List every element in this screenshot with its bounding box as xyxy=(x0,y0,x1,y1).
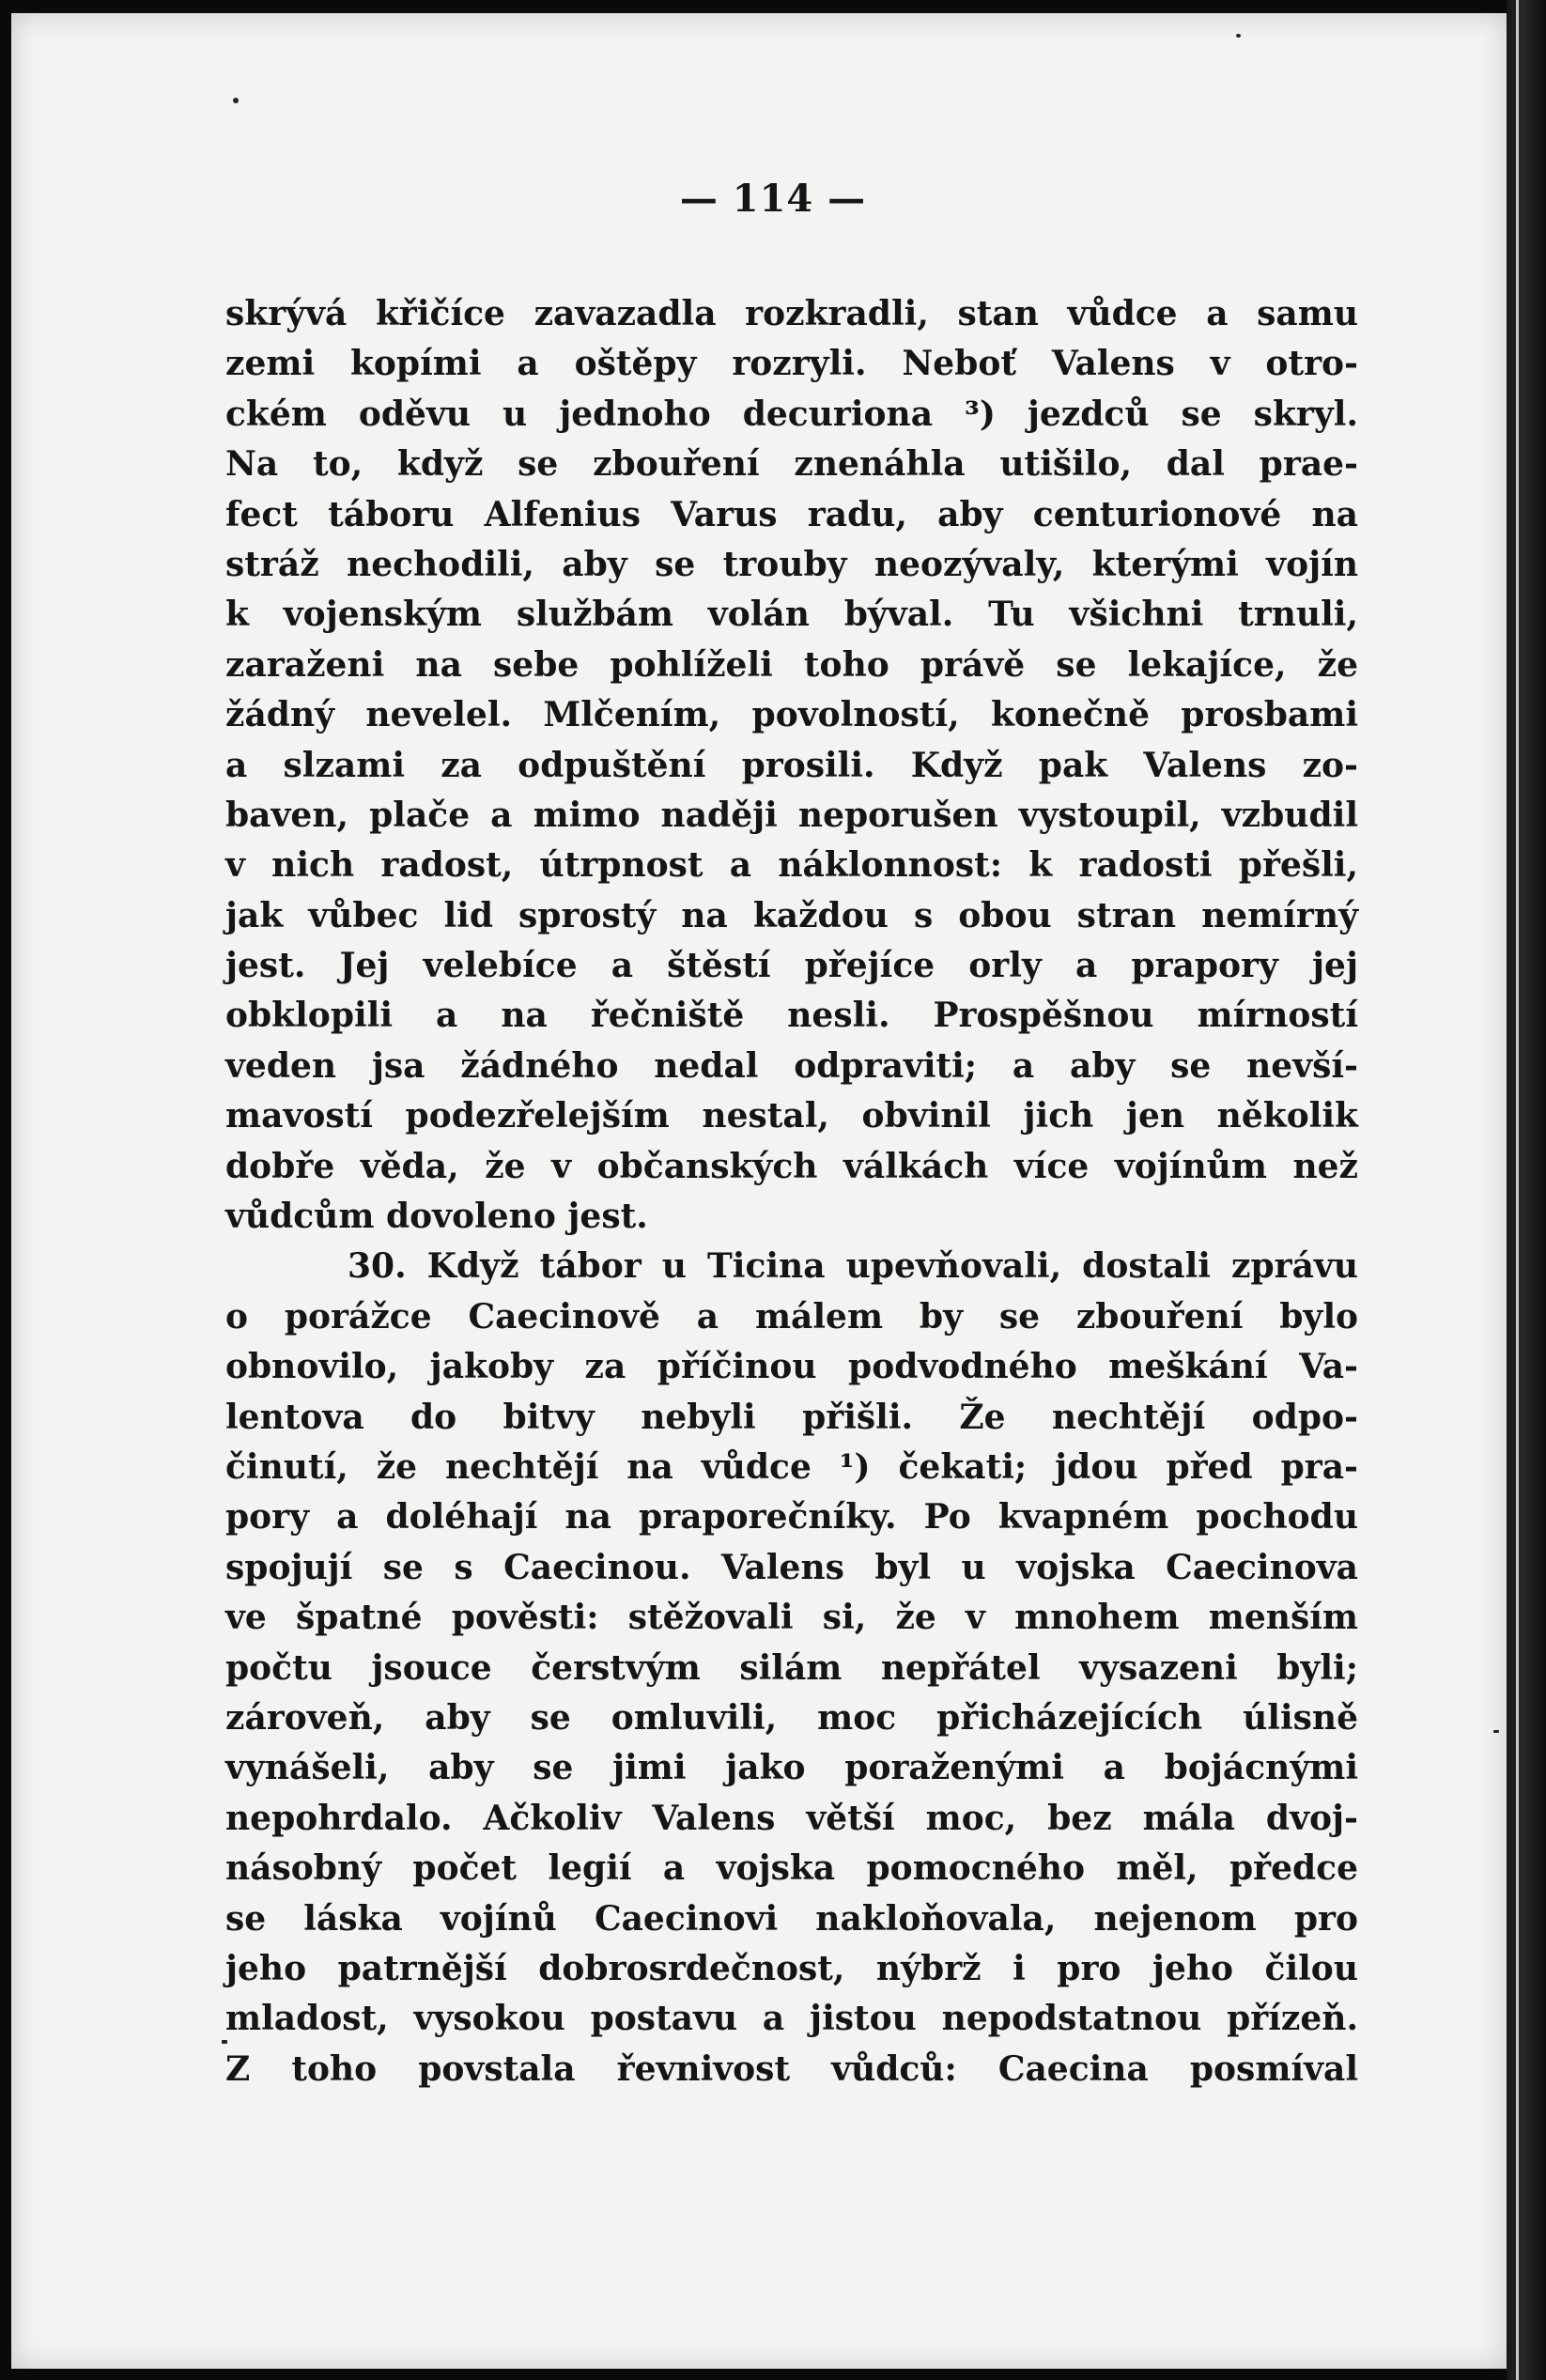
text-line: o porážce Caecinově a málem by se zbouření bylo xyxy=(225,1296,1358,1337)
text-line: počtu jsouce čerstvým silám nepřátel vysazeni byli; xyxy=(225,1647,1358,1688)
paragraph xyxy=(225,289,1358,1242)
text-line: ve špatné pověsti: stěžovali si, že v mnohem menším xyxy=(225,1598,1358,1638)
text-line: mladost, vysokou postavu a jistou nepodstatnou přízeň. xyxy=(225,1999,1358,2039)
book-spine-shadow xyxy=(1507,0,1546,2380)
text-line: ckém oděvu u jednoho decuriona ³) jezdců se skryl. xyxy=(225,394,1358,434)
text-line: lentova do bitvy nebyli přišli. Že nechtějí odpo- xyxy=(225,1397,1358,1437)
text-line: násobný počet legií a vojska pomocného měl, předce xyxy=(225,1848,1358,1889)
text-line: fect táboru Alfenius Varus radu, aby centurionové na xyxy=(225,494,1358,534)
text-line: baven, plače a mimo naději neporušen vystoupil, vzbudil xyxy=(225,795,1358,835)
text-line: pory a doléhají na praporečníky. Po kvapném pochodu xyxy=(225,1497,1358,1538)
page-number: — 114 — xyxy=(679,177,867,221)
text-line: jest. Jej velebíce a štěstí přejíce orly a prapory jej xyxy=(225,946,1358,986)
page-edge-line xyxy=(1516,0,1519,2380)
text-line: k vojenským službám volán býval. Tu všichni trnuli, xyxy=(225,595,1358,635)
text-line: vynášeli, aby se jimi jako poraženými a bojácnými xyxy=(225,1748,1358,1788)
text-line: Na to, když se zbouření znenáhla utišilo, dal prae- xyxy=(225,444,1358,485)
text-line: zaraženi na sebe pohlíželi toho právě se lekajíce, že xyxy=(225,644,1358,685)
text-line: zároveň, aby se omluvili, moc přicházejících úlisně xyxy=(225,1697,1358,1738)
page-speck xyxy=(1493,1730,1499,1733)
text-line: Z toho povstala řevnivost vůdců: Caecina posmíval xyxy=(225,2048,1358,2089)
text-line: obnovilo, jakoby za příčinou podvodného meškání Va- xyxy=(225,1347,1358,1387)
text-line: jak vůbec lid sprostý na každou s obou stran nemírný xyxy=(225,895,1358,935)
text-line: skrývá křičíce zavazadla rozkradli, stan vůdce a samu xyxy=(225,294,1358,333)
text-line: a slzami za odpuštění prosili. Když pak Valens zo- xyxy=(225,745,1358,785)
text-line: vůdcům dovoleno jest. xyxy=(225,1197,648,1237)
page-speck xyxy=(233,98,239,103)
text-line: spojují se s Caecinou. Valens byl u vojska Caecinova xyxy=(225,1547,1358,1587)
text-line: obklopili a na řečniště nesli. Prospěšnou mírností xyxy=(225,996,1358,1036)
text-line: stráž nechodili, aby se trouby neozývaly, kterými vojín xyxy=(225,544,1358,584)
text-line: žádný nevelel. Mlčením, povolností, konečně prosbami xyxy=(225,695,1358,735)
text-line: jeho patrnější dobrosrdečnost, nýbrž i pro jeho čilou xyxy=(225,1948,1358,1988)
text-line: mavostí podezřelejším nestal, obvinil jich jen několik xyxy=(225,1096,1358,1136)
body-text xyxy=(225,289,1358,2094)
page-speck xyxy=(1236,34,1241,38)
text-line: nepohrdalo. Ačkoliv Valens větší moc, bez mála dvoj- xyxy=(225,1798,1358,1838)
paragraph xyxy=(225,1242,1358,2094)
text-line: činutí, že nechtějí na vůdce ¹) čekati; jdou před pra- xyxy=(225,1446,1358,1487)
text-line: v nich radost, útrpnost a náklonnost: k radosti přešli, xyxy=(225,845,1358,886)
text-line: zemi kopími a oštěpy rozryli. Neboť Valens v otro- xyxy=(225,344,1358,384)
text-line: 30. Když tábor u Ticina upevňovali, dostali zprávu xyxy=(348,1246,1358,1287)
text-line: veden jsa žádného nedal odpraviti; a aby se nevší- xyxy=(225,1045,1358,1086)
text-line: se láska vojínů Caecinovi nakloňovala, nejenom pro xyxy=(225,1898,1358,1939)
text-line: dobře věda, že v občanských válkách více vojínům než xyxy=(225,1146,1358,1186)
